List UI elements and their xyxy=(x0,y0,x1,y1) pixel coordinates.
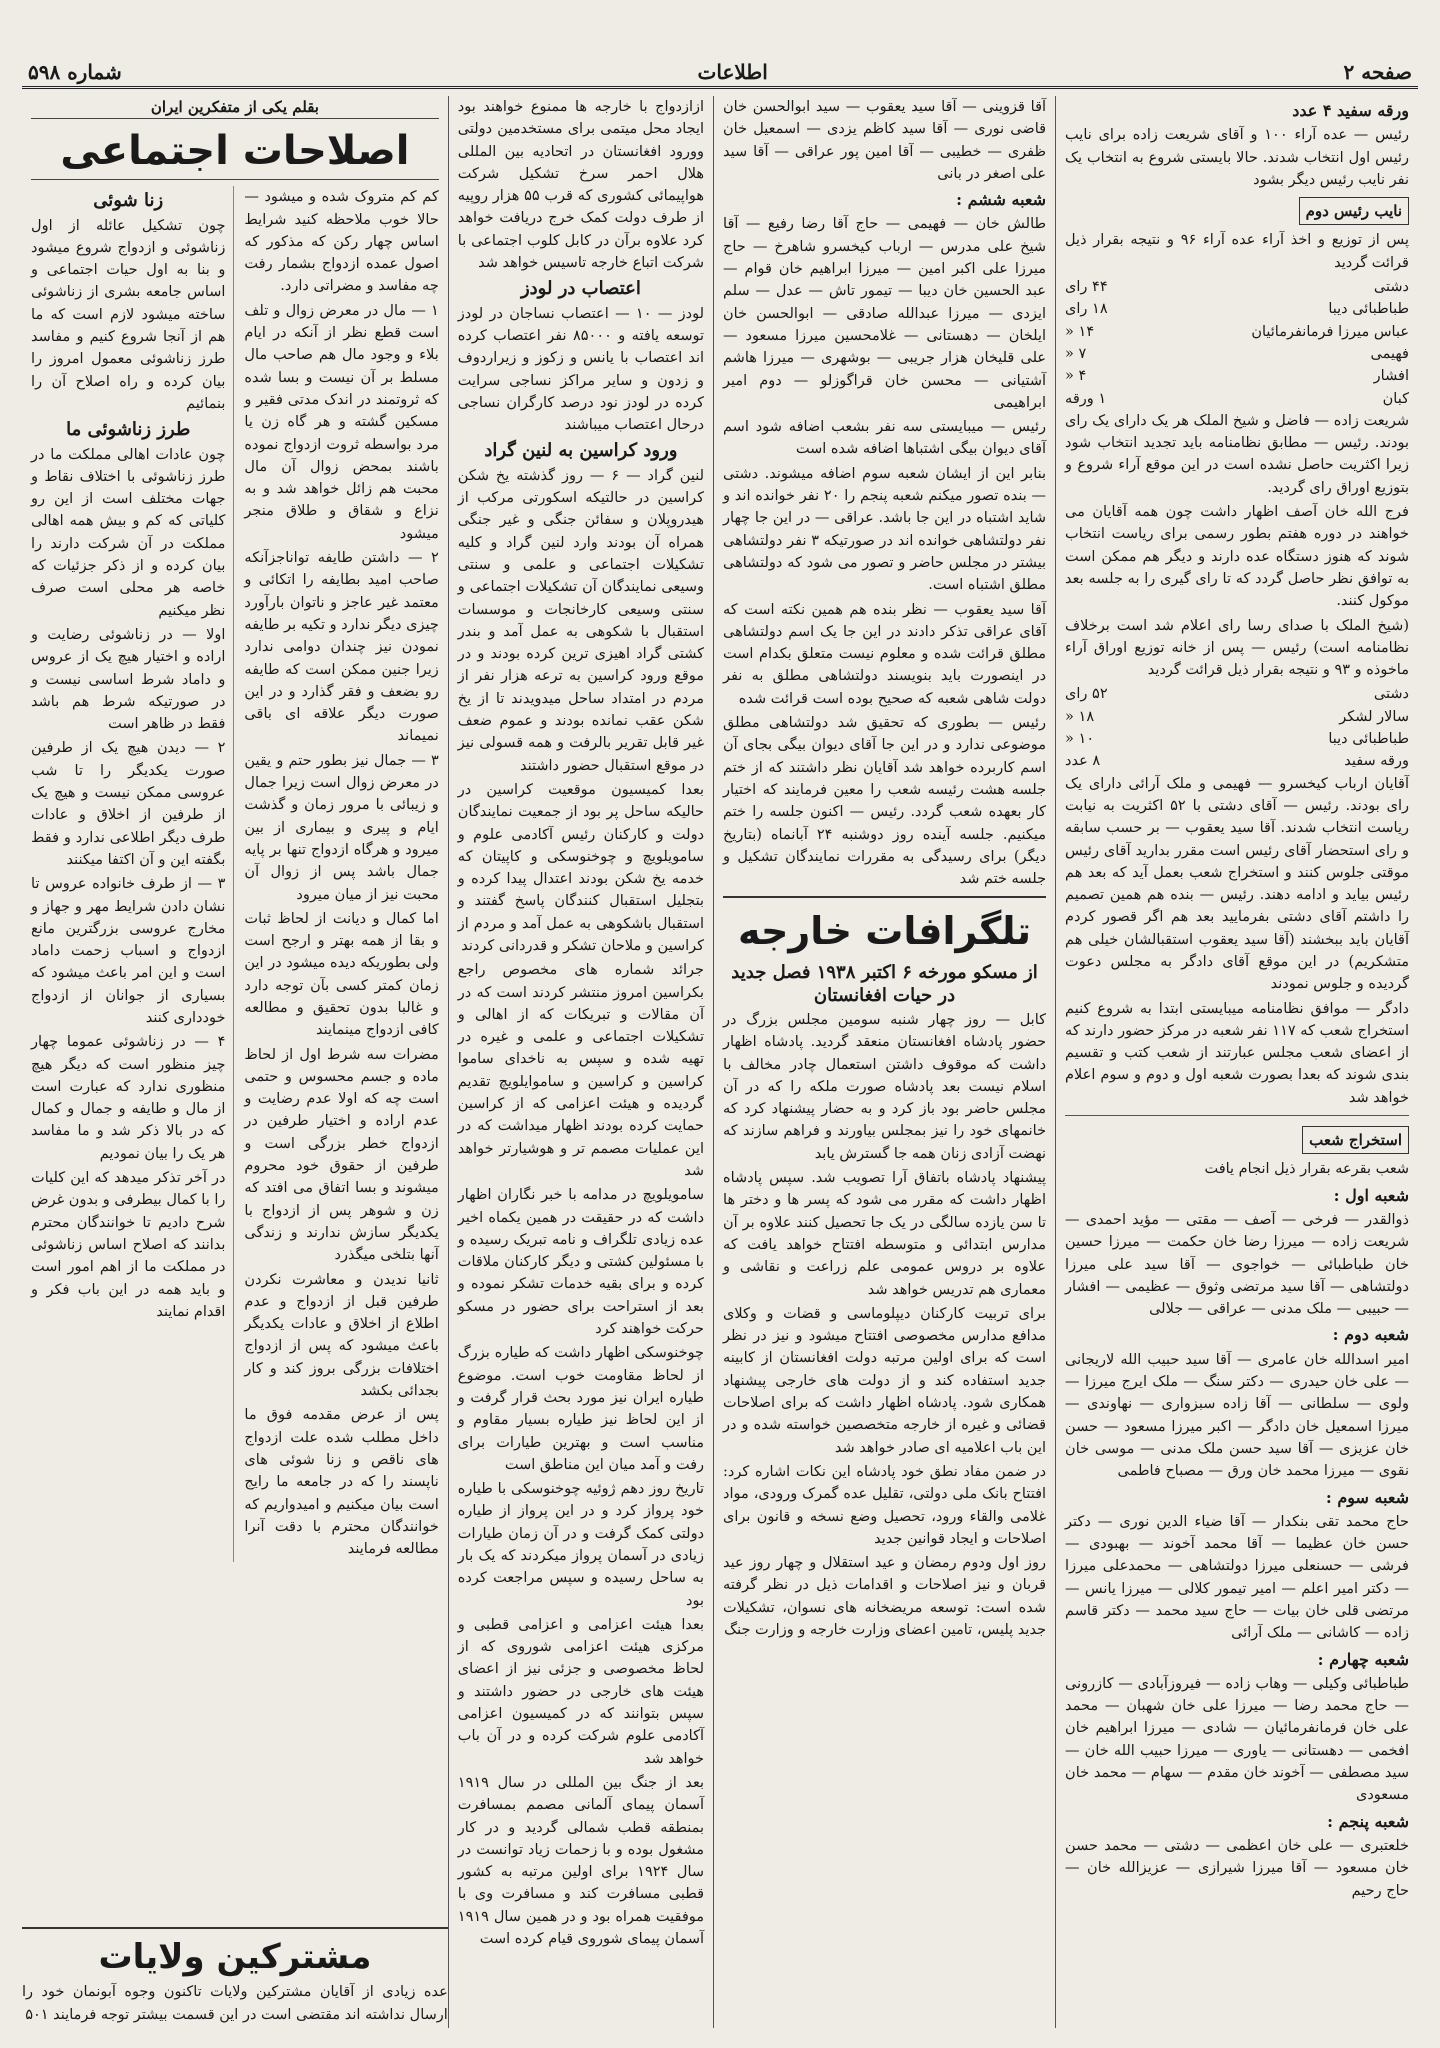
article-body xyxy=(31,186,439,1562)
vote-count: ۱۸ رای xyxy=(1065,301,1108,318)
paragraph: بنابر این از ایشان شعبه سوم اضافه میشوند. دشتی — بنده تصور میکنم شعبه پنجم را ۲۰ نفر خوانده اند و شاید اشتباه در این جا باشد. عراقی — در این جا چهار نفر دولتشاهی خوانده اند در صورتیکه ۳ نفر دولتشاهی بیشتر در مجلس حاضر و تصور می شود که دولتشاهی مطلق اشتباه است. xyxy=(723,465,1047,594)
telegrams-title: تلگرافات خارجه xyxy=(723,896,1046,958)
vote-line xyxy=(1065,276,1409,298)
shoba-title: شعبه چهارم : xyxy=(1317,1649,1409,1669)
paragraph: حاج محمد تقی بنکدار — آقا ضیاء الدین نوری — دکتر حسن خان عظیما — آقا محمد آخوند — بهبودی — فرشی — حسنعلی میرزا دولتشاهی — محمدعلی میرزا — دکتر امیر اعلم — امیر تیمور کلالی — میرزا یانس — مرتضی قلی خان بیات — حاج سید محمد — دکتر قاسم زاده — کاشانی — ملک آرائی xyxy=(1065,1513,1409,1642)
vote-count: ۴ « xyxy=(1065,368,1087,385)
paragraph: بعدا هیئت اعزامی و اعزامی قطبی و مرکزی هیئت اعزامی شوروی که از لحاظ مخصوصی و جزئی نیز از اعضای هیئت های خارجی در حضور داشتند و سپس بتوانند که در کمیسیون اعزامی آکادمی علوم شرکت کرده و در آن باب خواهد شد xyxy=(457,1616,705,1767)
paragraph: اولا — در زناشوئی رضایت و اراده و اختیار هیچ یک از عروس و داماد شرط اساسی نیست و در صورتیکه شرط هم باشد فقط در ظاهر است xyxy=(31,626,226,733)
paragraph: ۲ — دیدن هیچ یک از طرفین صورت یکدیگر را تا شب عروسی ممکن نیست و هیچ یک از طرفین از اخلاق و عادات طرف دیگر اطلاعی ندارد و فقط بگفته این و آن اکتفا میکنند xyxy=(31,740,226,868)
vote-line xyxy=(1065,388,1409,410)
paragraph: طباطبائی وکیلی — وهاب زاده — فیروزآبادی — کازرونی — حاج محمد رضا — میرزا علی خان شهبان — محمد علی خان فرمانفرمائیان — شادی — میرزا ابراهیم خان افخمی — دهستانی — یاوری — میرزا حبیب الله خان — سید مصطفی — آخوند خان مقدم — سهام — محمد خان مسعودی xyxy=(1065,1675,1409,1804)
paragraph: کابل — روز چهار شنبه سومین مجلس بزرگ در حضور پادشاه افغانستان منعقد گردید. پادشاه اظهار داشت که موقوف داشتن استعمال چادر مخالف با اسلام نیست بعد پادشاه صورت ملکه را که در آن مجلس حاضر بود باز کرد و به حضار پیشنهاد کرد که خانمهای خود را نیز بمجلس بیاورند و فراهم سازند که نهضت آزادی زنان همه جا گسترش یابد xyxy=(723,1011,1047,1162)
vote-name: افشار xyxy=(1373,368,1409,385)
paragraph: فرج الله خان آصف اظهار داشت چون همه آقایان می خواهند در دوره هفتم بطور رسمی برای ریاست انتخاب شوند که هنوز دستگاه عده دارند و دیگر هم ممکن است به توافق نظر حاصل گردد که تا رای گیری را به جلسه بعد موکول کنند. xyxy=(1065,504,1409,610)
paragraph: رئیس — عده آراء ۱۰۰ و آقای شریعت زاده برای نایب رئیس اول انتخاب شدند. حالا بایستی شروع به انتخاب یک نفر نایب رئیس دیگر بشود xyxy=(1065,127,1410,188)
section-heading: نایب رئیس دوم xyxy=(1299,197,1409,225)
paragraph: پیشنهاد پادشاه باتفاق آرا تصویب شد. سپس پادشاه اظهار داشت که مقرر می شود که پسر ها و دختر ها تا سن یازده سالگی در یک جا تحصیل کنند علاوه بر آن مدارس ابتدائی و متوسطه افتتاح خواهد یافت که علاوه بر دروس عمومی علم زراعت و نقاشی و معماری هم تدریس خواهد شد xyxy=(723,1170,1047,1298)
paragraph: ذوالقدر — فرخی — آصف — مقتی — مؤید احمدی — شریعت زاده — میرزا رضا خان حکمت — میرزا حسین خان طباطبائی — خواجوی — آقا سید علی میرزا دولتشاهی — آقا سید مرتضی وثوق — عظیمی — افشار — حبیبی — ملک مدنی — عراقی — جلالی xyxy=(1065,1211,1409,1318)
paper-name: اطلاعات xyxy=(697,60,768,84)
divider xyxy=(1065,1115,1409,1116)
vote-name: فهیمی xyxy=(1370,345,1409,362)
paragraph: چون عادات اهالی مملکت ما در طرز زناشوئی با اختلاف نقاط و جهات مختلف است از این رو کلیاتی که کم و بیش همه اهالی مملکت در آن شرکت دارند را بیان کرده و از ذکر جزئیات که خاصه هر محلی است صرف نظر میکنیم xyxy=(31,446,226,619)
vote-name: طباطبائی دیبا xyxy=(1328,301,1409,318)
paragraph: چون تشکیل عائله از اول زناشوئی و ازدواج شروع میشود و بنا به اول حیات اجتماعی و اساس جامعه بشری از زناشوئی ساخته میشود لازم است که ما هم از آنجا شروع کنیم و مفاسد طرز زناشوئی معمول امروز را بیان کرده و راه اصلاح آن را بنمائیم xyxy=(31,217,226,412)
column-mid-left xyxy=(448,96,713,2028)
paragraph: چوخنوسکی اظهار داشت که طیاره بزرگ از لحاظ مقاومت خوب است. موضوع طیاره ایران نیز مورد بحث قرار گرفت و از این لحاظ نیز طیاره بسیار مقاوم و مناسب است و بهترین طیارات برای رفت و آمد میان این مناطق است xyxy=(457,1345,705,1473)
vote-line xyxy=(1065,298,1409,320)
paragraph: بعدا کمیسیون موقعیت کراسین در حالیکه ساحل پر بود از جمعیت نمایندگان دولت و کارکنان رئیس آکادمی علوم و سامویلویچ و چوخنوسکی و کاپیتان که خدمه یخ شکن بودند اعتدال پیدا کرده و بتجلیل استقبال کنندگان پاسخ گفتند و استقبال باشکوهی به عمل آمد و مردم از کراسین و ملاحان تشکر و قدردانی کردند xyxy=(457,781,705,954)
vote-line xyxy=(1065,683,1409,705)
vote-name: دشتی xyxy=(1373,279,1409,296)
paragraph: پس از عرض مقدمه فوق ما داخل مطلب شده علت ازدواج های ناقص و زنا شوئی های ناپسند را که در جامعه ما رایج است بیان میکنیم و امیدواریم که خوانندگان محترم با دقت آنرا مطالعه فرمایند xyxy=(244,1407,439,1558)
paragraph: شعب بقرعه بقرار ذیل انجام یافت xyxy=(1204,1161,1409,1178)
shoba-title: شعبه سوم : xyxy=(1325,1487,1409,1507)
article-heading: اعتصاب در لودز xyxy=(520,278,641,300)
top-box: ورقه سفید ۴ عدد xyxy=(1292,101,1409,120)
paragraph: لنین گراد — ۶ — روز گذشته یخ شکن کراسین در حالتیکه اسکورتی مرکب از هیدروپلان و سفائن جنگی و غیر جنگی همراه آن بودند وارد لنین گراد و کلیه تشکیلات اجتماعی و علمی و سنتی وسیعی نمایندگان آن تشکیلات اجتماعی و سنتی وسیعی کارخانجات و موسسات استقبال با شکوهی به عمل آمد و بندر کشتی گراد اهیزی ترین کرده بودند و در موقع ورود کراسین به ترعه هزار نفر از مردم در امتداد ساحل میدویدند تا از یخ شکن عقب نمانده بودند و عموم ضعف غیر قابل تقریر بالرفت و همه قسولی نیز در موقع استقبال حضور داشتند xyxy=(457,467,705,774)
column-right xyxy=(1055,96,1418,2028)
paragraph: بعد از جنگ بین المللی در سال ۱۹۱۹ آسمان پیمای آلمانی مصمم بمسافرت بمنطقه قطب شمالی گردید و در کار مشغول بوده و با زحمات زیاد توانست در سال ۱۹۲۴ برای اولین مرتبه به کشور قطبی مسافرت کند و مسافرت وی با موفقیت همراه بود و در همین سال ۱۹۱۹ آسمان پیمای شوروی قیام کرده است xyxy=(457,1774,705,1948)
vote-line xyxy=(1065,321,1409,343)
vote-name: طباطبائی دیبا xyxy=(1328,731,1409,748)
paragraph: ۴ — در زناشوئی عموما چهار چیز منظور است که دیگر هیچ منظوری ندارد که عبارت است از مال و طایفه و جمال و کمال که در بالا ذکر شد و ما مفاسد هر یک را بیان نمودیم xyxy=(31,1034,226,1162)
paragraph: روز اول ودوم رمضان و عید استقلال و چهار روز عید قربان و نیز اصلاحات و اقدامات ذیل در نظر گرفته شده است: توسعه مریضخانه های نسوان، تشکیلات جدید پلیس، تامین اعضای وزارت خارجه و وزارت جنگ xyxy=(723,1555,1047,1638)
vote-count: ۸ عدد xyxy=(1065,753,1101,770)
vote-line xyxy=(1065,365,1409,387)
paragraph: پس از توزیع و اخذ آراء عده آراء ۹۶ و نتیجه بقرار ذیل قرائت گردید xyxy=(1065,232,1409,271)
vote-list-2 xyxy=(1065,683,1409,772)
vote-count: ۷ « xyxy=(1065,345,1087,362)
sub-column-left xyxy=(31,186,234,1562)
paragraph: رئیس — بطوری که تحقیق شد دولتشاهی مطلق موضوعی ندارد و در این جا آقای دیوان بیگی بجای آن اسم کاربرده خواهد شد آقایان نظر داشتند که از ختم جلسه هشت رئیسه شعب را معین فرمایند که اختیار کار بعهده شعب گردد. رئیس — اکنون جلسه را ختم میکنیم. جلسه آینده روز دوشنبه ۲۴ آبانماه (بتاریخ دیگر) برای رسیدگی به مقررات نمایندگان تشکیل و جلسه ختم شد xyxy=(723,715,1047,888)
article-heading: طرز زناشوئی ما xyxy=(66,419,191,441)
vote-list-1 xyxy=(1065,276,1409,410)
vote-name: ورقه سفید xyxy=(1344,753,1409,770)
paragraph: ۳ — جمال نیز بطور حتم و یقین در معرض زوال است زیرا جمال و زیبائی با مرور زمان و گذشت ایام و پیری و بیماری از بین میرود و هرگاه ازدواج تنها بر پایه جمال باشد پس از زوال آن محبت نیز از میان میرود xyxy=(244,752,439,903)
section-heading: استخراج شعب xyxy=(1302,1126,1409,1154)
vote-count: ۱۸ « xyxy=(1065,708,1095,725)
column-left xyxy=(22,96,448,2028)
paragraph: آقا سید یعقوب — نظر بنده هم همین نکته است که آقای عراقی تذکر دادند در این جا یک اسم دولتشاهی مطلق قرائت شده و معلوم نیست متعلق بکدام است در اینصورت باید بنویسند دولتشاهی مطلق به نفر دولت شاهی شعبه که صحیح بوده است قرائت شده xyxy=(723,601,1047,707)
vote-count: ۱۰ « xyxy=(1065,731,1095,748)
vote-line xyxy=(1065,728,1409,750)
vote-line xyxy=(1065,706,1409,728)
vote-name: عباس میرزا فرمانفرمائیان xyxy=(1251,323,1409,340)
columns xyxy=(22,96,1418,2028)
paragraph: شریعت زاده — فاضل و شیخ الملک هر یک دارای یک رای بودند. رئیس — مطابق نظامنامه باید تجدید انتخاب شود زیرا اکثریت حاصل نشده است در این موقع آراء شروع و بتوزیع اوراق رای گردید. xyxy=(1065,412,1409,496)
paragraph: آقا قزوینی — آقا سید یعقوب — سید ابوالحسن خان قاضی نوری — آقا سید کاظم یزدی — اسمعیل خان ظفری — خطیبی — آقا امین پور عراقی — آقا سید علی اصغر در بانی xyxy=(723,99,1047,182)
paragraph: در ضمن مفاد نطق خود پادشاه این نکات اشاره کرد: افتتاح بانک ملی دولتی، تقلیل عده گمرک ورودی، مواد غلامی والقاء ورود، تحصیل وضع نسخه و قانون برای اصلاحات و ایجاد قوانین جدید xyxy=(723,1463,1047,1547)
paragraph: اما کمال و دیانت از لحاظ ثبات و بقا از همه بهتر و ارجح است ولی بطوریکه دیده میشود در این زمان کمتر کسی بآن توجه دارد و غالبا بدون تحقیق و مطالعه کافی ازدواج مینمایند xyxy=(244,910,439,1039)
paragraph: تاریخ روز دهم ژوئیه چوخنوسکی با طیاره خود پرواز کرد و در این پرواز از طیاره دولتی کمک گرفت و در آن زمان طیارات زیادی در آسمان پرواز میکردند که یک بار به ساحل رسیده و سپس مراجعت کرده بود xyxy=(457,1481,705,1609)
paragraph: طالش خان — فهیمی — حاج آقا رضا رفیع — آقا شیخ علی مدرس — ارباب کیخسرو شاهرخ — حاج میرزا علی اکبر امین — میرزا ابراهیم خان قوام — عبد الحسین خان دیبا — تیمور تاش — عدل — سلم ایزدی — میرزا عبدالله صادقی — ابوالحسن خان ایلخان — دهستانی — غلامحسین میرزا مسعود — علی قلیخان هزار جریبی — بوشهری — میرزا هاشم آشتیانی — محسن خان قراگوزلو — دوم امیر ابراهیمی xyxy=(723,216,1047,411)
issue-label: شماره ۵۹۸ xyxy=(28,60,122,84)
paragraph: ۲ — داشتن طایفه تواناجزآنکه صاحب امید بطایفه را اتکائی و معتمد غیر عاجز و ناتوان بارآورد چیزی دیگر ندارد و تکیه بر طایفه نمودن نیز چندان دوامی ندارد زیرا جنین ممکن است که طایفه رو بضعف و فقر گذارد و در این صورت دیگر علاقه ای باقی نمیماند xyxy=(244,550,439,745)
article-heading: ورود کراسین به لنین گراد xyxy=(484,440,678,462)
telegram-subtitle: از مسکو مورخه ۶ اکتبر ۱۹۳۸ فصل جدید در حیات افغانستان xyxy=(731,962,1038,1006)
byline: بقلم یکی از متفکرین ایران xyxy=(31,96,439,119)
paragraph: آقایان ارباب کیخسرو — فهیمی و ملک آرائی دارای یک رای بودند. رئیس — آقای دشتی با ۵۲ اکثریت به نیابت ریاست انتخاب شدند. آقا سید یعقوب — بر حسب سابقه و رای استحضار آقای رئیس است مقرر بدارید آقای رئیس موقتی جلوس کنند و استخراج شعب بعمل آید که بعد هم رئیس بیاید و ادامه دهند. رئیس — بنده هم همین تصمیم را داشتم آقای دشتی بفرمایید بعد هم اگر قصور کردم آقایان باید ببخشند (آقا سید یعقوب استقبالشان خیلی هم متشکریم) در این موقع آقای دادگر به مجلس دعوت گردیده و جلوس نمودند xyxy=(1065,775,1409,993)
paragraph: لودز — ۱۰ — اعتصاب نساجان در لودز توسعه یافته و ۸۵۰۰۰ نفر اعتصاب کرده اند اعتصاب با یانس و زکوز و زیراردوف و زدون و سایر مراکز نساجی سرایت کرده در لودز نود درصد کارگران نساجی درحال اعتصاب میباشند xyxy=(457,305,705,434)
shoba-title: شعبه پنجم : xyxy=(1327,1811,1409,1831)
shoba-title: شعبه دوم : xyxy=(1332,1325,1409,1345)
page-label: صفحه ۲ xyxy=(1343,60,1412,84)
paragraph: دادگر — موافق نظامنامه میبایستی ابتدا به شروع کنیم استخراج شعب که ۱۱۷ نفر شعبه در مرکز حضور دارند که از اعضای شعب مجلس عبارتند از شعب کتب و تقسیم بندی شوند که بعدا بصورت شعبه اول و دوم و سوم اعلام خواهد شد xyxy=(1065,1000,1409,1106)
shoba-title: شعبه اول : xyxy=(1333,1185,1409,1205)
paragraph: سامویلویچ در مدامه با خبر نگاران اظهار داشت که در حقیقت در همین یکماه اخیر عده زیادی تلگراف و نامه تبریک رسیده و با مسئولین کشتی و دیگر کارکنان ملاقات کرده و برای بقیه خدمات تشکر نموده و بعد از استراحت برای حضور در مسکو حرکت خواهند کرد xyxy=(457,1187,705,1338)
column-mid-right xyxy=(713,96,1055,2028)
paragraph: مضرات سه شرط اول از لحاظ ماده و جسم محسوس و حتمی است چه که اولا عدم رضایت و عدم اراده و اختیار طرفین در ازدواج خطر بزرگی است و طرفین از حقوق خود محروم میشوند و بسا اتفاق می افتد که زن و شوهر پس از ازدواج با یکدیگر سازش ندارند و زندگی آنها بتلخی میگذرد xyxy=(244,1046,439,1264)
vote-line xyxy=(1065,343,1409,365)
sub-column-right xyxy=(244,186,438,1562)
paragraph: کم کم متروک شده و میشود — حالا خوب ملاحظه کنید شرایط اساس چهار رکن که مذکور که اصول عمده ازدواج بشمار رفت چه مفاسد و مضراتی دارد. xyxy=(244,189,439,295)
notice-title: مشترکین ولایات xyxy=(98,1937,372,1978)
vote-name: کبان xyxy=(1382,390,1409,407)
vote-name: دشتی xyxy=(1373,686,1409,703)
paragraph: رئیس — میبایستی سه نفر بشعب اضافه شود اسم آقای دیوان بیگی اشتباها اضافه شده است xyxy=(723,419,1047,458)
paragraph: ازازدواج با خارجه ها ممنوع خواهند بود ایجاد محل میتمی برای مستخدمین دولتی وورود افغانستان در اتحادیه بین المللی هلال احمر سرخ تشکیل شرکت هواپیمائی کشوری که قرب ۵۵ هزار روپیه از طرف دولت کمک خرج دریافت خواهد کرد علاوه برآن در کابل کلوب اجتماعی با شرکت اتباع خارجه تاسیس خواهد شد xyxy=(457,99,705,272)
vote-line xyxy=(1065,750,1409,772)
vote-count: ۴۴ رای xyxy=(1065,279,1108,296)
paragraph: ۱ — مال در معرض زوال و تلف است قطع نظر از آنکه در ایام بلاء و وجود مال هم صاحب مال مسلط بر آن نیست و بسا شده که ثروتمند در اندک مدتی فقیر و مسکین گشته و هر گاه زن یا مرد بواسطه ثروت ازدواج نموده باشند بمحض زوال آن مال محبت هم زائل خواهد شد و به نزاع و شقاق و طلاق منجر میشود xyxy=(244,302,439,542)
article-heading: زنا شوئی xyxy=(93,190,164,212)
paragraph: امیر اسدالله خان عامری — آقا سید حبیب الله لاریجانی — علی خان حیدری — دکتر سنگ — ملک ایرج میرزا — ولوی — سلطانی — آقا زاده سبزواری — نهاوندی — میرزا اسمعیل خان دادگر — اکبر میرزا مسعود — حسن خان عزیزی — آقا سید حسن ملک مدنی — موسی خان نقوی — میرزا محمد خان ورق — مصباح فاطمی xyxy=(1065,1351,1409,1480)
paragraph: ثانیا ندیدن و معاشرت نکردن طرفین قبل از ازدواج و عدم اطلاع از اخلاق و عادات یکدیگر باعث میشود که پس از ازدواج اختلافات بزرگی بروز کند و کار بجدائی بکشد xyxy=(244,1271,439,1400)
paragraph: خلعتبری — علی خان اعظمی — دشتی — محمد حسن خان مسعود — آقا میرزا شیرازی — عزیزالله خان — حاج رحیم xyxy=(1065,1837,1409,1899)
paragraph: (شیخ الملک با صدای رسا رای اعلام شد است برخلاف نظامنامه است) رئیس — پس از خانه توزیع اوراق آراء ماخوذه و ۹۳ و نتیجه بقرار ذیل قرائت گردید xyxy=(1065,617,1409,679)
vote-count: ۱۴ « xyxy=(1065,323,1095,340)
vote-count: ۱ ورقه xyxy=(1065,390,1107,407)
paragraph: برای تربیت کارکنان دیپلوماسی و قضات و وکلای مدافع مدارس مخصوصی افتتاح میشود و نیز در نظر است که برای اولین مرتبه دولت افغانستان از کابینه جدید استفاده کند و از دولت های خارجی پیشنهاد همکاری شود. پادشاه اظهار داشت که برای اصلاحات قضائی و غیره از خارجه متخصصین خواسته شده و در این باب اعلامیه ای صادر خواهد شد xyxy=(723,1305,1047,1456)
shoba-title: شعبه ششم : xyxy=(956,190,1047,210)
paragraph: ۳ — از طرف خانواده عروس تا نشان دادن شرایط مهر و جهاز و مخارج عروسی بزرگترین مانع ازدواج و اسباب زحمت داماد است و این امر باعث میشود که بسیاری از جوانان از ازدواج خودداری کنند xyxy=(31,876,226,1026)
subscribers-notice xyxy=(22,1927,448,2028)
paragraph: جرائد شماره های مخصوص راجع بکراسین امروز منتشر کردند است که در آن مقالات و تبریکات که از اهالی و تشکیلات اجتماعی و علمی و غیره در تهیه شده و سپس به ناخدای ساموا کراسین و کراسین و ساموایلویچ تقدیم گردیده و هیئت اعزامی که از کراسین حمایت کرده بودند اظهار میداشت که در این عملیات مصمم تر و هوشیارتر خواهد شد xyxy=(457,962,705,1179)
vote-count: ۵۲ رای xyxy=(1065,686,1108,703)
article-title: اصلاحات اجتماعی xyxy=(31,123,439,180)
notice-text: عده زیادی از آقایان مشترکین ولایات تاکنون وجوه آبونمان خود را ارسال نداشته اند مقتضی است در این قسمت بیشتر توجه فرمایند ۵۰۱ xyxy=(22,1984,448,2023)
page-header xyxy=(22,58,1418,89)
vote-name: سالار لشکر xyxy=(1339,708,1409,725)
paragraph: در آخر تذکر میدهد که این کلیات را با کمال بیطرفی و بدون غرض شرح دادیم تا خوانندگان محترم بدانند که اصلاح اساس زناشوئی در مملکت ما از اهم امور است و باید همه در این باب فکر و اقدام نمایند xyxy=(31,1170,226,1320)
